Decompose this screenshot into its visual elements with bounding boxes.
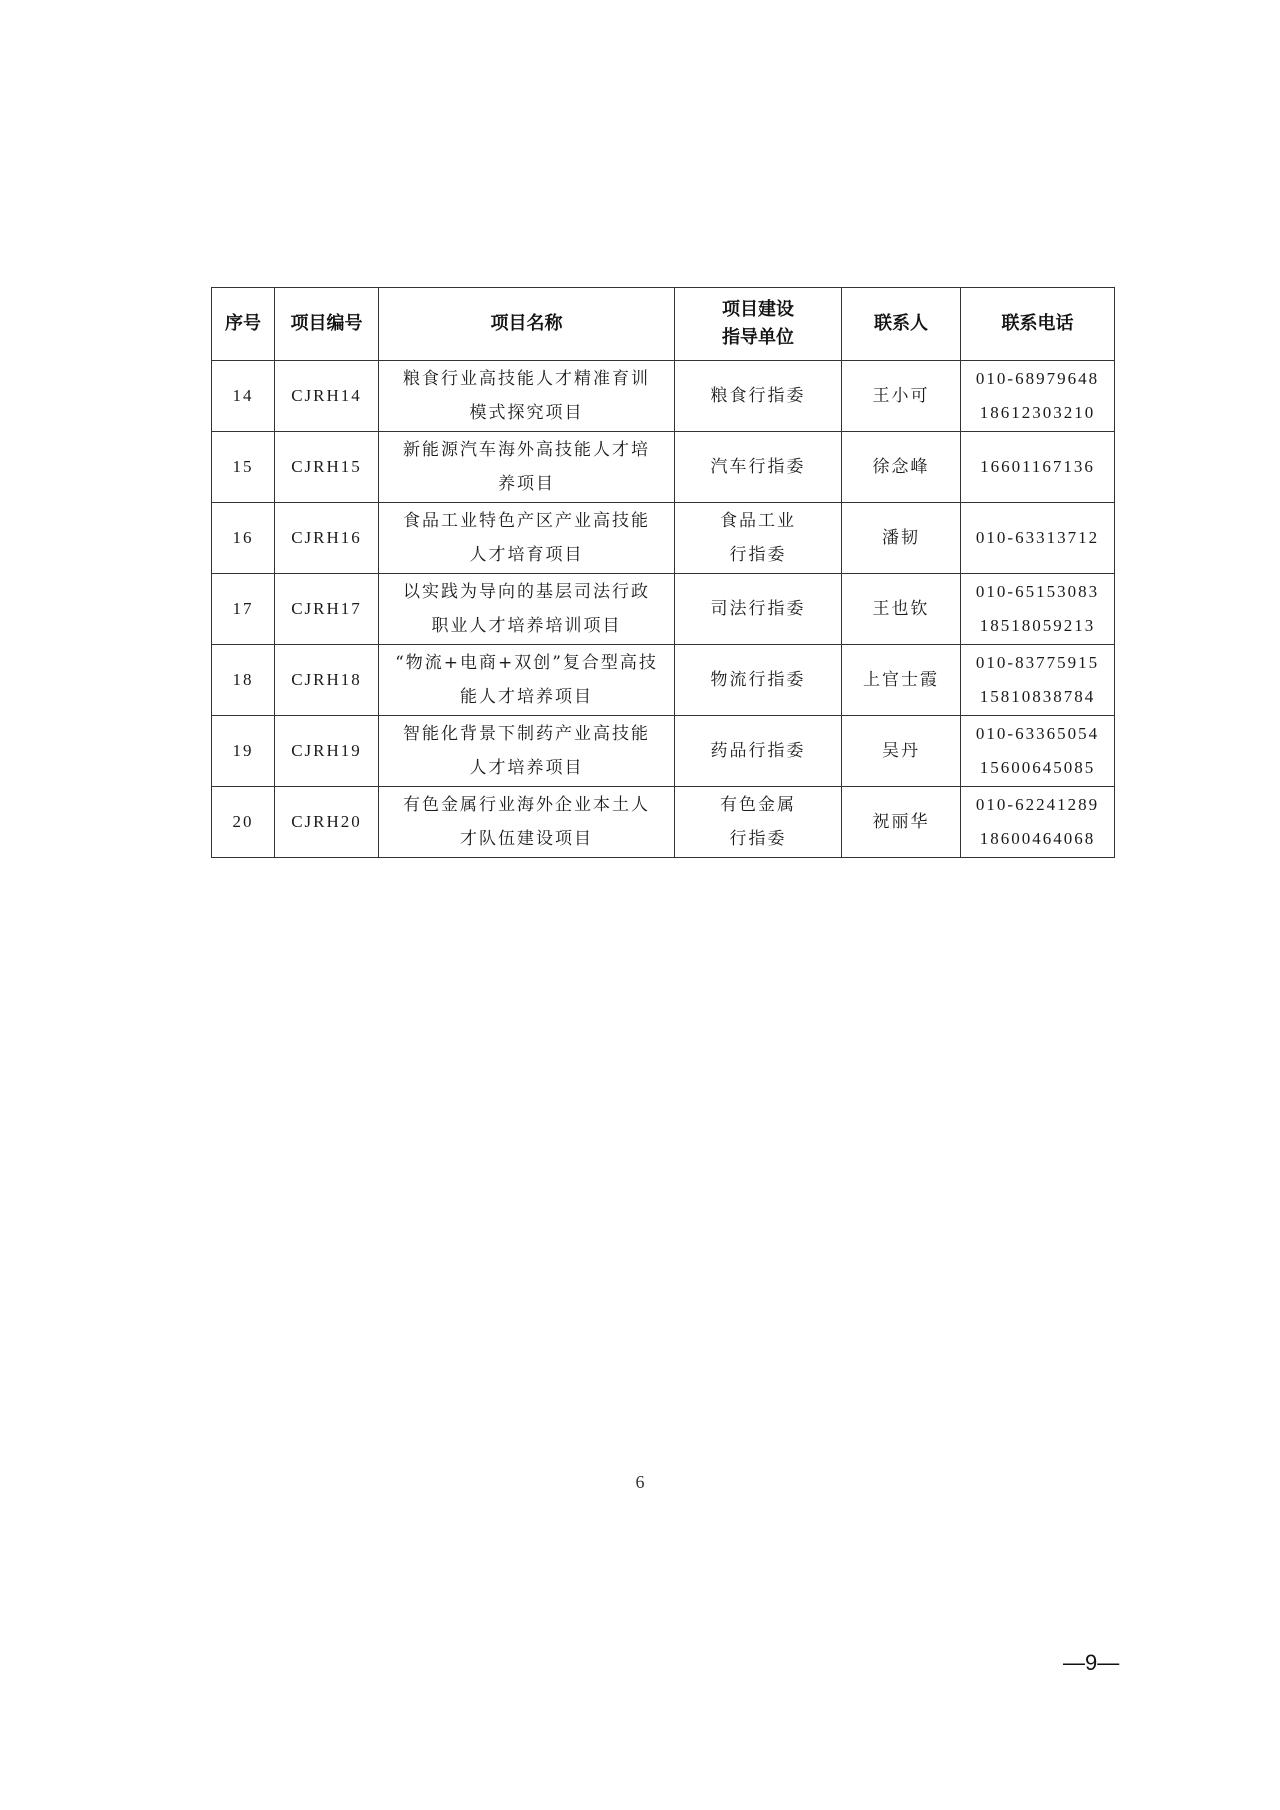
cell-unit-line: 药品行指委: [710, 741, 806, 761]
cell-phone: [961, 432, 1115, 503]
cell-contact: 吴丹: [842, 716, 961, 787]
cell-name-line: 模式探究项目: [469, 403, 584, 423]
cell-unit: [675, 432, 842, 503]
cell-code: CJRH18: [275, 645, 379, 716]
cell-unit: [675, 716, 842, 787]
cell-unit-line: 行指委: [729, 545, 787, 565]
cell-phone-line: 010-68979648: [975, 369, 1100, 388]
cell-name: [379, 645, 675, 716]
cell-name-line: 养项目: [498, 474, 555, 494]
cell-name: [379, 716, 675, 787]
table-row: [212, 503, 1115, 574]
cell-name-line: 才队伍建设项目: [460, 829, 593, 849]
cell-name-line: 职业人才培养培训项目: [431, 616, 622, 636]
cell-contact: 王也钦: [842, 574, 961, 645]
cell-no: 17: [212, 574, 275, 645]
header-contact: 联系人: [842, 288, 961, 361]
cell-phone-line: 010-63313712: [975, 528, 1100, 547]
cell-phone: [961, 716, 1115, 787]
cell-phone-line: 010-62241289: [975, 795, 1100, 814]
header-unit-line: 项目建设: [722, 299, 794, 320]
projects-table: [211, 287, 1115, 858]
cell-unit-line: 物流行指委: [710, 670, 806, 690]
cell-contact: 王小可: [842, 361, 961, 432]
cell-name: [379, 503, 675, 574]
cell-unit-line: 汽车行指委: [710, 457, 806, 477]
cell-code: CJRH15: [275, 432, 379, 503]
cell-unit-line: 食品工业: [720, 511, 796, 531]
cell-name-line: 能人才培养项目: [460, 687, 593, 707]
cell-code: CJRH17: [275, 574, 379, 645]
page-number-inner: 6: [635, 1472, 645, 1492]
header-no: 序号: [212, 288, 275, 361]
cell-phone-line: 18600464068: [979, 829, 1096, 848]
header-code: 项目编号: [275, 288, 379, 361]
cell-phone: [961, 361, 1115, 432]
cell-contact: 徐念峰: [842, 432, 961, 503]
cell-no: 19: [212, 716, 275, 787]
cell-name-line: 智能化背景下制药产业高技能: [403, 724, 650, 744]
header-unit-line: 指导单位: [722, 327, 794, 348]
table-row: [212, 574, 1115, 645]
cell-phone: [961, 645, 1115, 716]
cell-unit-line: 粮食行指委: [710, 386, 806, 406]
cell-no: 15: [212, 432, 275, 503]
cell-phone-line: 010-65153083: [975, 582, 1100, 601]
cell-phone-line: 18612303210: [979, 403, 1096, 422]
table-row: [212, 361, 1115, 432]
cell-code: CJRH19: [275, 716, 379, 787]
cell-contact: 潘韧: [842, 503, 961, 574]
table-header-row: [212, 288, 1115, 361]
cell-name-line: 以实践为导向的基层司法行政: [403, 582, 650, 602]
cell-name-line: 有色金属行业海外企业本土人: [403, 795, 650, 815]
table-row: [212, 787, 1115, 858]
cell-contact: 祝丽华: [842, 787, 961, 858]
cell-name: [379, 361, 675, 432]
cell-unit: [675, 787, 842, 858]
cell-unit-line: 行指委: [729, 829, 787, 849]
cell-phone-line: 18518059213: [979, 616, 1096, 635]
cell-phone-line: 010-83775915: [975, 653, 1100, 672]
cell-unit: [675, 574, 842, 645]
cell-unit: [675, 645, 842, 716]
cell-name-line: 人才培养项目: [469, 758, 584, 778]
cell-name: [379, 574, 675, 645]
cell-unit-line: 司法行指委: [710, 599, 806, 619]
cell-phone: [961, 787, 1115, 858]
cell-unit-line: 有色金属: [720, 795, 796, 815]
header-phone: 联系电话: [961, 288, 1115, 361]
cell-name: [379, 432, 675, 503]
table-row: [212, 716, 1115, 787]
cell-no: 14: [212, 361, 275, 432]
cell-name: [379, 787, 675, 858]
table-row: [212, 645, 1115, 716]
cell-name-line: 食品工业特色产区产业高技能: [403, 511, 650, 531]
header-name: 项目名称: [379, 288, 675, 361]
cell-phone-line: 15600645085: [979, 758, 1096, 777]
cell-name-line: 新能源汽车海外高技能人才培: [403, 440, 650, 460]
cell-no: 20: [212, 787, 275, 858]
cell-name-line: “物流+电商+双创”复合型高技: [395, 653, 658, 673]
cell-phone-line: 15810838784: [979, 687, 1096, 706]
cell-phone: [961, 574, 1115, 645]
cell-phone: [961, 503, 1115, 574]
cell-name-line: 粮食行业高技能人才精准育训: [403, 369, 650, 389]
header-unit: [675, 288, 842, 361]
cell-contact: 上官士霞: [842, 645, 961, 716]
cell-no: 18: [212, 645, 275, 716]
cell-name-line: 人才培育项目: [469, 545, 584, 565]
cell-code: CJRH16: [275, 503, 379, 574]
cell-unit: [675, 503, 842, 574]
cell-phone-line: 16601167136: [980, 457, 1095, 476]
cell-unit: [675, 361, 842, 432]
cell-no: 16: [212, 503, 275, 574]
table-body: [212, 361, 1115, 858]
page-number-outer: —9—: [1063, 1650, 1120, 1675]
cell-code: CJRH14: [275, 361, 379, 432]
cell-phone-line: 010-63365054: [975, 724, 1100, 743]
cell-code: CJRH20: [275, 787, 379, 858]
table-row: [212, 432, 1115, 503]
